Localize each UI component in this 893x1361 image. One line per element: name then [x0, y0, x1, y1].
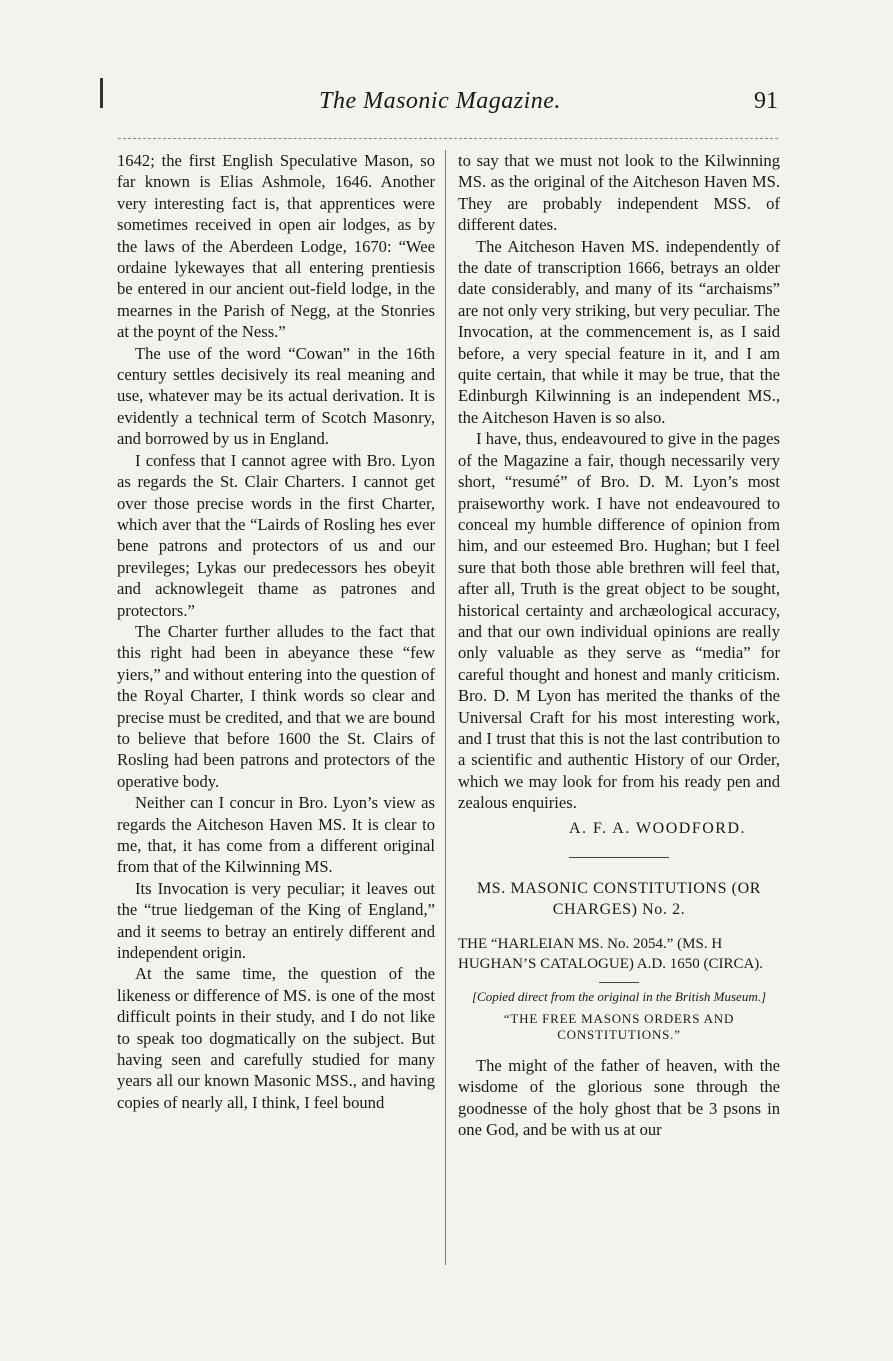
- paragraph: The use of the word “Cowan” in the 16th century settles decisively its real meaning and use, whatever may be its actual derivation. It is evidently a technical term of Scotch Masonry, and borrowed by us in England.: [117, 343, 435, 449]
- paragraph: The might of the father of heaven, with the wisdome of the glorious sone through the goodnesse of the holy ghost that be 3 psons in one God, and be with us at our: [458, 1056, 780, 1140]
- running-title: The Masonic Magazine.: [319, 88, 561, 114]
- running-head: [110, 88, 778, 124]
- paragraph: At the same time, the question of the likeness or difference of MS. is one of the most difficult points in their study, and I do not like to speak too dogmatically on the subject. But having seen and carefully studied for many years all our known Masonic MSS., and having copies of nearly all, I think, I feel bound: [117, 964, 435, 1112]
- source-note: [Copied direct from the original in the British Museum.]: [471, 989, 767, 1004]
- paragraph: to say that we must not look to the Kilwinning MS. as the original of the Aitcheson Haven MS. They are probably independent MSS. of different dates.: [458, 151, 780, 235]
- binding-edge-mark: [100, 78, 103, 108]
- paragraph: 1642; the first English Speculative Mason, so far known is Elias Ashmole, 1646. Another very interesting fact is, that apprentices were sometimes received in open air lodges, as by the laws of the Aberdeen Lodge, 1670: “Wee ordaine lykewayes that all entering prentiesis be entered in our ancient out-field lodge, in the mearnes in the Parish of Negg, at the Stonries at the poynt of the Ness.”: [117, 151, 435, 342]
- paragraph: The Aitcheson Haven MS. independently of the date of transcription 1666, betrays an older date considerably, and many of its “archaisms” are not only very striking, but very peculiar. The Invocation, at the commencement is, as I said before, a very special feature in it, and I am quite certain, that while it may be true, that the Edinburgh Kilwinning is an independent MS., the Aitcheson Haven is so also.: [458, 236, 780, 427]
- column-divider: [445, 150, 446, 1265]
- author-signature: A. F. A. WOODFORD.: [569, 819, 746, 837]
- note-rule: [599, 982, 639, 983]
- section-heading: MS. MASONIC CONSTITUTIONS (OR CHARGES) No. 2.: [476, 880, 762, 918]
- right-column: [458, 150, 780, 1141]
- manuscript-subheading: THE “HARLEIAN MS. No. 2054.” (MS. H HUGHAN’S CATALOGUE) A.D. 1650 (CIRCA).: [458, 936, 764, 972]
- page-number: 91: [754, 88, 778, 114]
- header-rule: [118, 138, 778, 139]
- paragraph: I confess that I cannot agree with Bro. Lyon as regards the St. Clair Charters. I cannot get over those precise words in the first Charter, which aver that the “Lairds of Rosling hes ever bene patrons and protectors of us and our previleges; Lykas our predecessors hes obeyit and acknowlegeit thame as patrones and protectors.”: [117, 450, 435, 620]
- paragraph: The Charter further alludes to the fact that this right had been in abeyance these “few yiers,” and without entering into the question of the Royal Charter, I think words so clear and precise must be credited, and that we are bound to believe that before 1600 the St. Clairs of Rosling had been patrons and protectors of the operative body.: [117, 621, 435, 791]
- section-rule: [569, 857, 669, 858]
- left-column: [117, 150, 435, 1113]
- paragraph: Neither can I concur in Bro. Lyon’s view as regards the Aitcheson Haven MS. It is clear to me, that, it has come from a different original from that of the Kilwinning MS.: [117, 793, 435, 877]
- paragraph: Its Invocation is very peculiar; it leaves out the “true liedgeman of the King of England,” and it seems to betray an entirely different and independent origin.: [117, 878, 435, 963]
- paragraph: I have, thus, endeavoured to give in the pages of the Magazine a fair, though necessarily very short, “resumé” of Bro. D. M. Lyon’s most praiseworthy work. I have not endeavoured to conceal my humble difference of opinion from him, and our esteemed Bro. Hughan; but I feel sure that both those able brethren will feel that, after all, Truth is the great object to be sought, historical certainty and archæological accuracy, and that our own individual opinions are really only valuable as they serve as “media” for careful thought and honest and manly criticism. Bro. D. M Lyon has merited the thanks of the Universal Craft for his most interesting work, and I trust that this is not the last contribution to a scientific and authentic History of our Order, which we may look for from his ready pen and zealous enquiries.: [458, 429, 780, 813]
- document-title: “THE FREE MASONS ORDERS AND CONSTITUTIONS.”: [503, 1011, 735, 1042]
